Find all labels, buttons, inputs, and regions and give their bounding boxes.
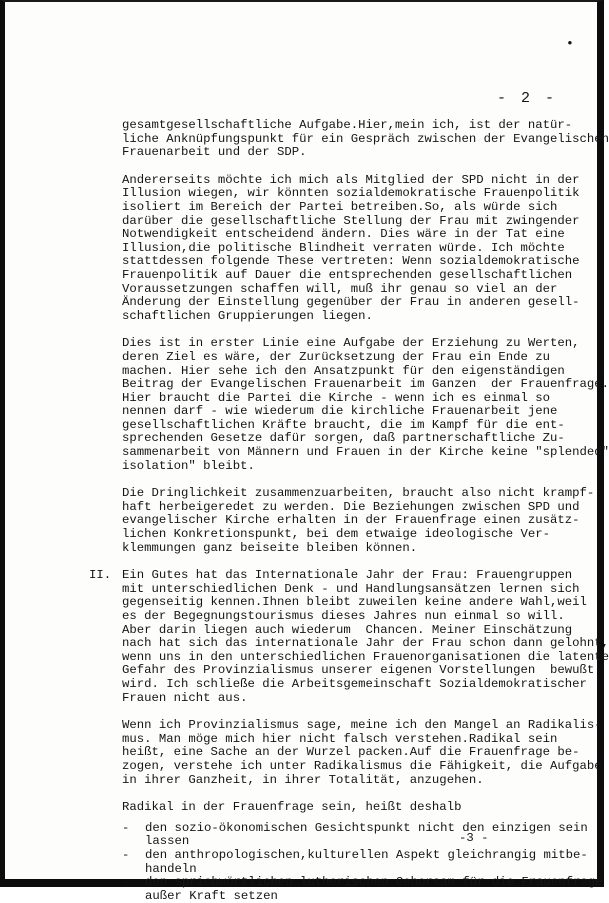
paragraph-3: Dies ist in erster Linie eine Aufgabe der Erziehung zu Werten, deren Ziel es wäre, der Zurücksetzung der Frau ein Ende zu machen. Hier sehe ich den Ansatzpunkt für den eigenständigen Beitrag der Evangelischen Frauenarbeit im Ganzen der Frauenfrage. Hier braucht die Partei die Kirche - wenn ich es einmal so nennen darf - wie wiederum die kirchliche Frauenarbeit jene gesellschaftlichen Kräfte braucht, die im Kampf für die ent- sprechenden Gesetze dafür sorgen, daß partnerschaftliche Zu- sammenarbeit von Männern und Frauen in der Kirche keine "splended" isolation" bleibt. [122,336,609,473]
list-item [122,876,609,903]
list-item [122,849,609,876]
section-two-paragraph-2: Wenn ich Provinzialismus sage, meine ich den Mangel an Radikalis- mus. Man möge mich hier nicht falsch verstehen.Radikal sein heißt, eine Sache an der Wurzel packen.Auf die Frauenfrage be- zogen, verstehe ich unter Radikalismus die Fähigkeit, die Aufgabe in ihrer Ganzheit, in ihrer Totalität, anzugehen. [122,718,602,787]
list-item-text: den sozio-ökonomischen Gesichtspunkt nicht den einzigen sein lassen [145,820,588,849]
list-item [122,822,609,849]
section-number: II. [89,568,112,583]
page-number: - 2 - [497,90,558,107]
list-item-text: den sprichwörtlichen lutherischen Gehorsam für die Frauenfrage außer Kraft setzen [145,875,603,903]
paragraph-4: Die Dringlichkeit zusammenzuarbeiten, braucht also nicht krampf- haft herbeigeredet zu werden. Die Beziehungen zwischen SPD und evangelischer Kirche erhalten in der Frauenfrage einen zusätz- lichen Konkretionspunkt, bei dem etwaige ideologische Ver- klemmungen ganz beiseite bleiben können. [122,486,595,555]
continuation-marker: -3 - [459,831,489,845]
corner-mark: • [566,36,574,51]
list-dash: - [122,820,130,835]
section-two-paragraph-1: Ein Gutes hat das Internationale Jahr der Frau: Frauengruppen mit unterschiedlichen Denk - und Handlungsansätzen lernen sich gegenseitig kennen.Ihnen bleibt zuweilen keine andere Wahl,weil es der Begegnungstourismus dieses Jahres nun einmal so will. Aber darin liegen auch wiederum Chancen. Meiner Einschätzung nach hat sich das internationale Jahr der Frau schon dann gelohnt, wenn uns in den unterschiedlichen Frauenorganisationen die latente Gefahr des Provinzialismus unserer eigenen Vorstellungen bewußt wird. Ich schließe die Arbeitsgemeinschaft Sozialdemokratischer Frauen nicht aus. [122,568,609,705]
list-dash: - [122,847,130,862]
list-intro: Radikal in der Frauenfrage sein, heißt deshalb [122,800,462,815]
section-two [89,568,609,903]
paragraph-2: Andererseits möchte ich mich als Mitglied der SPD nicht in der Illusion wiegen, wir könnten sozialdemokratische Frauenpolitik isoliert im Bereich der Partei betreiben.So, als würde sich darüber die gesellschaftliche Stellung der Frau mit zwingender Notwendigkeit entscheidend ändern. Dies wäre in der Tat eine Illusion,die politische Blindheit verraten würde. Ich möchte stattdessen folgende These vertreten: Wenn sozialdemokratische Frauenpolitik auf Dauer die entsprechenden gesellschaftlichen Voraussetzungen schaffen will, muß ihr genau so viel an der Änderung der Einstellung gegenüber der Frau in anderen gesell- schaftlichen Gruppierungen liegen. [122,172,580,323]
list-dash: - [122,875,130,890]
radical-list [122,822,609,903]
paragraph-1: gesamtgesellschaftliche Aufgabe.Hier,mein ich, ist der natür- liche Anknüpfungspunkt für ein Gespräch zwischen der Evangelischen Frauenarbeit und der SDP. [122,118,609,160]
list-item-text: den anthropologischen,kulturellen Aspekt gleichrangig mitbe- handeln [145,847,588,876]
body-text [89,118,609,903]
